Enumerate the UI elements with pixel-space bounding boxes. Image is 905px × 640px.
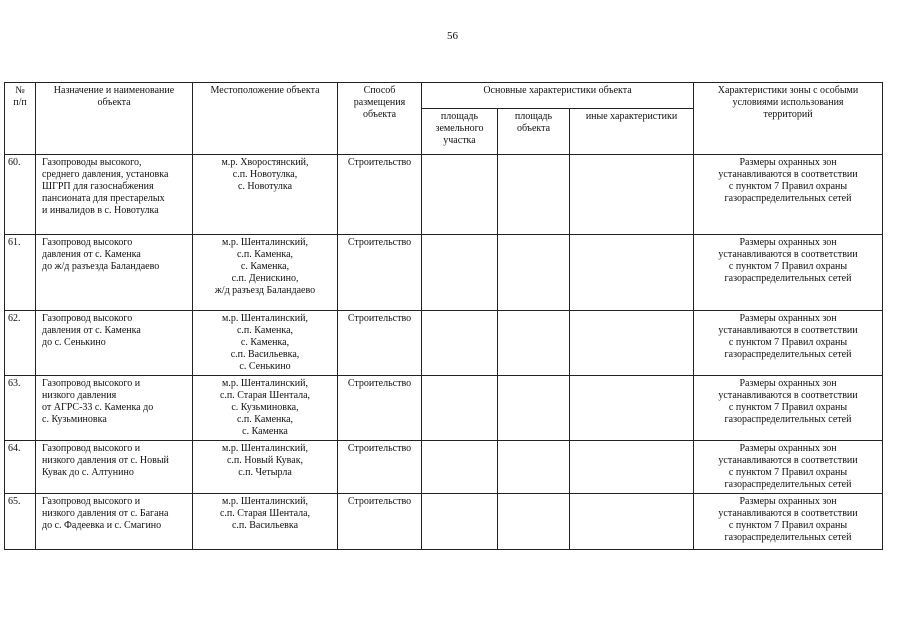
- row-method: Строительство: [338, 155, 422, 235]
- row-name: Газопровод высокого и низкого давления от с. Багана до с. Фадеевка и с. Смагино: [36, 494, 193, 550]
- objects-table: [4, 82, 883, 550]
- row-other: [570, 494, 694, 550]
- row-land-area: [422, 441, 498, 494]
- page-number: 56: [447, 30, 458, 42]
- row-num: 62.: [5, 311, 36, 376]
- row-land-area: [422, 235, 498, 311]
- row-zone: Размеры охранных зон устанавливаются в соответствии с пунктом 7 Правил охраны газораспределительных сетей: [694, 235, 883, 311]
- header-location: Местоположение объекта: [193, 83, 338, 155]
- row-other: [570, 441, 694, 494]
- row-location: м.р. Шенталинский, с.п. Новый Кувак, с.п. Четырла: [193, 441, 338, 494]
- row-num: 61.: [5, 235, 36, 311]
- row-object-area: [498, 311, 570, 376]
- row-name: Газопровод высокого и низкого давления от с. Новый Кувак до с. Алтунино: [36, 441, 193, 494]
- row-land-area: [422, 494, 498, 550]
- row-location: м.р. Шенталинский, с.п. Старая Шентала, с. Кузьминовка, с.п. Каменка, с. Каменка: [193, 376, 338, 441]
- header-object-area: площадь объекта: [498, 109, 570, 155]
- row-num: 63.: [5, 376, 36, 441]
- row-zone: Размеры охранных зон устанавливаются в соответствии с пунктом 7 Правил охраны газораспределительных сетей: [694, 494, 883, 550]
- table-row: [5, 311, 883, 376]
- row-method: Строительство: [338, 235, 422, 311]
- row-location: м.р. Шенталинский, с.п. Каменка, с. Каменка, с.п. Денискино, ж/д разъезд Баландаево: [193, 235, 338, 311]
- row-num: 60.: [5, 155, 36, 235]
- row-location: м.р. Хворостянский, с.п. Новотулка, с. Новотулка: [193, 155, 338, 235]
- row-num: 64.: [5, 441, 36, 494]
- row-name: Газопровод высокого и низкого давления от АГРС-33 с. Каменка до с. Кузьминовка: [36, 376, 193, 441]
- row-zone: Размеры охранных зон устанавливаются в соответствии с пунктом 7 Правил охраны газораспределительных сетей: [694, 311, 883, 376]
- header-num: № п/п: [5, 83, 36, 155]
- row-object-area: [498, 155, 570, 235]
- row-object-area: [498, 235, 570, 311]
- header-zone: Характеристики зоны с особыми условиями использования территорий: [694, 83, 883, 155]
- header-land-area: площадь земельного участка: [422, 109, 498, 155]
- row-method: Строительство: [338, 311, 422, 376]
- table-row: [5, 441, 883, 494]
- row-object-area: [498, 376, 570, 441]
- row-method: Строительство: [338, 494, 422, 550]
- row-object-area: [498, 494, 570, 550]
- row-method: Строительство: [338, 376, 422, 441]
- header-other: иные характеристики: [570, 109, 694, 155]
- row-other: [570, 235, 694, 311]
- row-name: Газопровод высокого давления от с. Каменка до с. Сенькино: [36, 311, 193, 376]
- header-name: Назначение и наименование объекта: [36, 83, 193, 155]
- row-name: Газопроводы высокого, среднего давления, установка ШГРП для газоснабжения пансионата для престарелых и инвалидов в с. Новотулка: [36, 155, 193, 235]
- row-location: м.р. Шенталинский, с.п. Старая Шентала, с.п. Васильевка: [193, 494, 338, 550]
- row-land-area: [422, 311, 498, 376]
- header-main-characteristics: Основные характеристики объекта: [422, 83, 694, 109]
- row-land-area: [422, 376, 498, 441]
- row-zone: Размеры охранных зон устанавливаются в соответствии с пунктом 7 Правил охраны газораспределительных сетей: [694, 376, 883, 441]
- header-method: Способ размещения объекта: [338, 83, 422, 155]
- row-zone: Размеры охранных зон устанавливаются в соответствии с пунктом 7 Правил охраны газораспределительных сетей: [694, 155, 883, 235]
- table-row: [5, 376, 883, 441]
- row-method: Строительство: [338, 441, 422, 494]
- row-land-area: [422, 155, 498, 235]
- row-other: [570, 376, 694, 441]
- table-row: [5, 155, 883, 235]
- row-object-area: [498, 441, 570, 494]
- row-other: [570, 311, 694, 376]
- row-name: Газопровод высокого давления от с. Каменка до ж/д разъезда Баландаево: [36, 235, 193, 311]
- table-row: [5, 494, 883, 550]
- row-location: м.р. Шенталинский, с.п. Каменка, с. Каменка, с.п. Васильевка, с. Сенькино: [193, 311, 338, 376]
- row-other: [570, 155, 694, 235]
- table-row: [5, 235, 883, 311]
- row-zone: Размеры охранных зон устанавливаются в соответствии с пунктом 7 Правил охраны газораспределительных сетей: [694, 441, 883, 494]
- row-num: 65.: [5, 494, 36, 550]
